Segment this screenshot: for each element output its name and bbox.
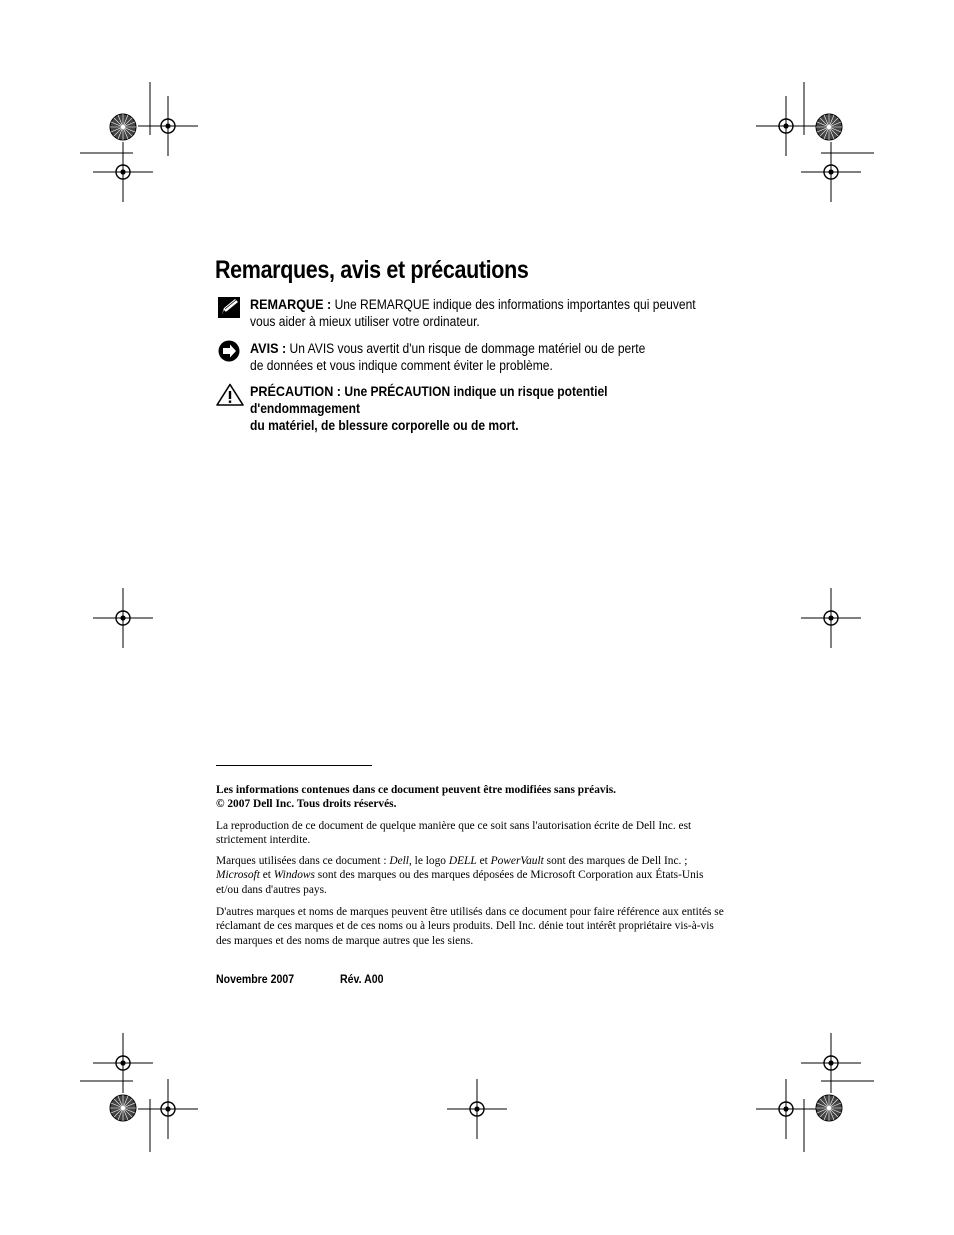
starburst-mark-top-right — [816, 114, 842, 140]
legal-notice — [216, 783, 726, 812]
notice-hand-icon — [216, 340, 242, 364]
trademarks-text: sont des marques de Dell Inc. ; — [543, 855, 688, 867]
avis-label: AVIS : — [250, 340, 287, 356]
note-avis — [216, 340, 776, 380]
trademarks-text: , le logo — [408, 855, 449, 867]
pencil-note-icon — [216, 296, 242, 320]
legal-notice-line1: Les informations contenues dans ce document peuvent être modifiées sans préavis. — [216, 784, 617, 796]
trademarks-text: Marques utilisées dans ce document : — [216, 855, 390, 867]
page-title: Remarques, avis et précautions — [215, 256, 529, 284]
precaution-text-line1: Une PRÉCAUTION indique un risque potentiel d'endommagement — [250, 384, 608, 416]
remarque-label: REMARQUE : — [250, 296, 332, 312]
starburst-mark-bottom-left — [110, 1095, 136, 1121]
remarque-text-line1: Une REMARQUE indique des informations importantes qui peuvent — [334, 297, 696, 312]
starburst-mark-top-left — [110, 114, 136, 140]
reproduction-paragraph: La reproduction de ce document de quelque manière que ce soit sans l'autorisation écrite de Dell Inc. est strictement interdite. — [216, 820, 692, 847]
trademarks-text: et — [259, 869, 274, 882]
trademark-dell: Dell — [389, 855, 409, 867]
trademarks-text: sont des marques ou des marques déposées de Microsoft Corporation aux États-Unis et/ou dans d'autres pays. — [216, 869, 704, 896]
trademark-dell-logo: DELL — [448, 855, 477, 867]
precaution-text-line2: du matériel, de blessure corporelle ou de mort. — [250, 418, 519, 433]
avis-text-line2: de données et vous indique comment éviter le problème. — [250, 358, 553, 373]
warning-triangle-icon — [216, 383, 242, 407]
note-remarque — [216, 296, 776, 336]
other-marks-paragraph: D'autres marques et noms de marques peuvent être utilisés dans ce document pour faire référence aux entités se réclamant de ces marques et de ces noms ou à leurs produits. Dell Inc. dénie tout intérêt propriétaire vis-à-vis des marques et des noms de marque autres que les siens. — [216, 906, 724, 947]
footer-date: Novembre 2007 — [216, 972, 295, 986]
remarque-text-line2: vous aider à mieux utiliser votre ordinateur. — [250, 314, 480, 329]
footnote-divider — [216, 765, 372, 766]
trademark-windows: Windows — [273, 869, 315, 882]
note-precaution — [216, 383, 776, 433]
trademark-powervault: PowerVault — [490, 855, 544, 867]
precaution-label: PRÉCAUTION : — [250, 383, 342, 399]
trademarks-paragraph — [216, 854, 726, 897]
avis-text-line1: Un AVIS vous avertit d'un risque de dommage matériel ou de perte — [289, 341, 646, 356]
footer-revision: Rév. A00 — [340, 972, 384, 986]
starburst-mark-bottom-right — [816, 1095, 842, 1121]
trademarks-text: et — [476, 855, 491, 867]
copyright-line: © 2007 Dell Inc. Tous droits réservés. — [216, 798, 397, 811]
trademark-microsoft: Microsoft — [216, 869, 260, 882]
